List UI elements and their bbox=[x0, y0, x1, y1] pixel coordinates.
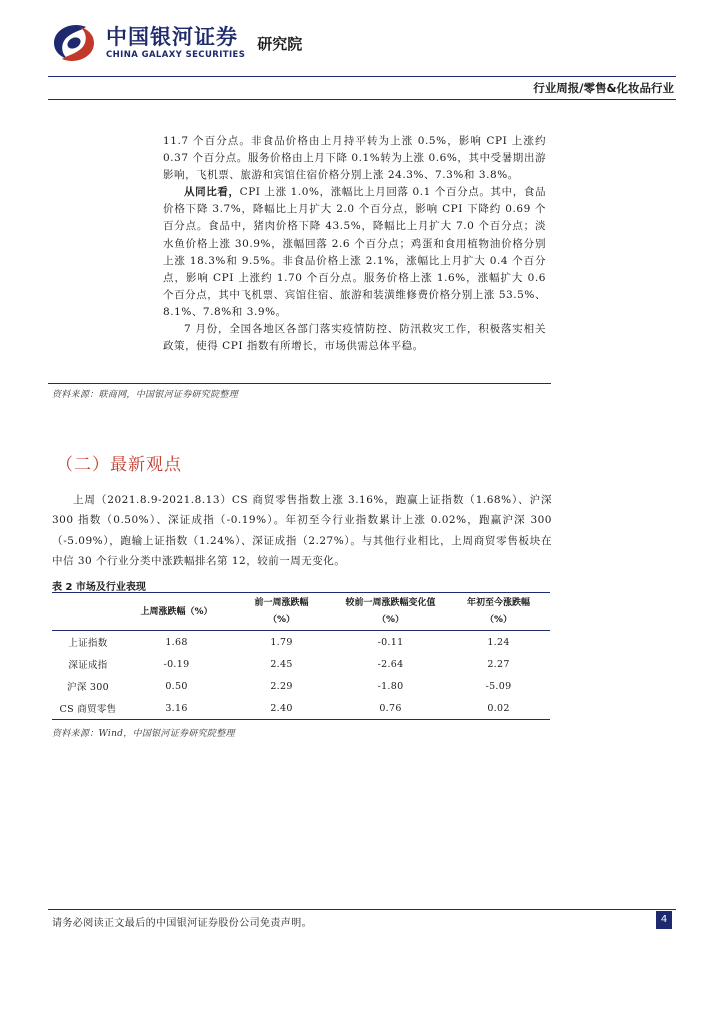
cell-value: 0.76 bbox=[379, 702, 402, 714]
header-ytd: 年初至今涨跌幅 （%） bbox=[466, 598, 530, 625]
table-row bbox=[52, 675, 550, 697]
cell-value: -1.80 bbox=[377, 680, 404, 692]
cell-value: -0.19 bbox=[163, 658, 190, 670]
box-paragraph-3: 7 月份，全国各地区各部门落实疫情防控、防汛救灾工作，积极落实相关政策，使得 CPI 指数有所增长，市场供需总体平稳。 bbox=[163, 323, 546, 353]
section-paragraph: 上周（2021.8.9-2021.8.13）CS 商贸零售指数上涨 3.16%，跑赢上证指数（1.68%）、沪深 300 指数（0.50%）、深证成指（-0.19%）。年初至今行业指数累计上涨 0.02%，跑赢沪深 300（-5.09%），跑输上证指数（1.24%）、深证成指（2.27%）。与其他行业相比，上周商贸零售板块在中信 30 个行业分类中涨跌幅排名第 12，较前一周无变化。 bbox=[52, 494, 552, 567]
market-performance-table bbox=[52, 594, 550, 720]
box-paragraph-1: 11.7 个百分点。非食品价格由上月持平转为上涨 0.5%，影响 CPI 上涨约 0.37 个百分点。服务价格由上月下降 0.1%转为上涨 0.6%，其中受暑期出游影响，飞机票、旅游和宾馆住宿价格分别上涨 24.3%、7.3%和 3.8%。 bbox=[163, 135, 546, 182]
cell-value: 3.16 bbox=[165, 702, 188, 714]
footer-divider bbox=[48, 909, 676, 910]
row-label: 深证成指 bbox=[68, 660, 108, 671]
cpi-quote-box bbox=[48, 127, 551, 384]
table-row bbox=[52, 697, 550, 720]
brand-name-cn: 中国银河证券 bbox=[106, 25, 238, 49]
table-header-corner bbox=[52, 594, 124, 631]
cell-value: 1.68 bbox=[165, 636, 188, 648]
header-prev-week: 前一周涨跌幅 （%） bbox=[254, 598, 309, 625]
galaxy-logo-icon bbox=[48, 21, 100, 65]
page-number: 4 bbox=[656, 911, 672, 929]
footer-disclaimer: 请务必阅读正文最后的中国银河证券股份公司免责声明。 bbox=[52, 918, 312, 929]
cell-value: 1.79 bbox=[270, 636, 293, 648]
box-source-note: 资料来源：联商网，中国银河证券研究院整理 bbox=[52, 390, 239, 400]
cell-value: 2.40 bbox=[270, 702, 293, 714]
table-source-note: 资料来源：Wind，中国银河证券研究院整理 bbox=[52, 729, 235, 739]
cell-value: -5.09 bbox=[485, 680, 512, 692]
row-label: CS 商贸零售 bbox=[59, 704, 117, 715]
box-paragraph-2-body: CPI 上涨 1.0%，涨幅比上月回落 0.1 个百分点。其中，食品价格下降 3.7%，降幅比上月扩大 2.0 个百分点，影响 CPI 下降约 0.69 个百分点。食品中，猪肉价格下降 43.5%，降幅比上月扩大 7.0 个百分点；淡水鱼价格上涨 30.9%，涨幅回落 2.6 个百分点；鸡蛋和食用植物油价格分别上涨 18.3%和 9.5%。非食品价格上涨 2.1%，涨幅比上月扩大 0.4 个百分点，影响 CPI 上涨约 1.70 个百分点。服务价格上涨 1.6%，涨幅扩大 0.6 个百分点，其中飞机票、宾馆住宿、旅游和装潢维修费价格分别上涨 53.5%、8.1%、7.8%和 3.9%。 bbox=[163, 186, 546, 318]
header-last-week: 上周涨跌幅（%） bbox=[140, 606, 213, 617]
section-body bbox=[52, 490, 552, 571]
table-top-rule bbox=[52, 592, 550, 593]
cell-value: 2.29 bbox=[270, 680, 293, 692]
cell-value: 0.02 bbox=[487, 702, 510, 714]
cell-value: 2.27 bbox=[487, 658, 510, 670]
box-paragraph-2-lead: 从同比看， bbox=[184, 186, 240, 199]
header-divider bbox=[48, 76, 676, 77]
table-row bbox=[52, 631, 550, 654]
cell-value: -0.11 bbox=[377, 636, 404, 648]
box-paragraph-2 bbox=[163, 184, 546, 321]
row-label: 上证指数 bbox=[68, 638, 108, 649]
brand-name-en: CHINA GALAXY SECURITIES bbox=[106, 50, 246, 60]
section-title: （二）最新观点 bbox=[56, 455, 182, 475]
report-tag: 行业周报/零售&化妆品行业 bbox=[533, 81, 674, 95]
brand-logo bbox=[48, 20, 302, 66]
cell-value: 2.45 bbox=[270, 658, 293, 670]
cell-value: 1.24 bbox=[487, 636, 510, 648]
table-header-row bbox=[52, 594, 550, 631]
table-row bbox=[52, 653, 550, 675]
institute-label: 研究院 bbox=[257, 35, 303, 53]
header-divider-bottom bbox=[48, 99, 676, 100]
header-weekly-change: 较前一周涨跌幅变化值 （%） bbox=[345, 598, 436, 625]
row-label: 沪深 300 bbox=[67, 682, 109, 693]
table-title: 表 2 市场及行业表现 bbox=[52, 582, 146, 593]
cell-value: -2.64 bbox=[377, 658, 404, 670]
cell-value: 0.50 bbox=[165, 680, 188, 692]
